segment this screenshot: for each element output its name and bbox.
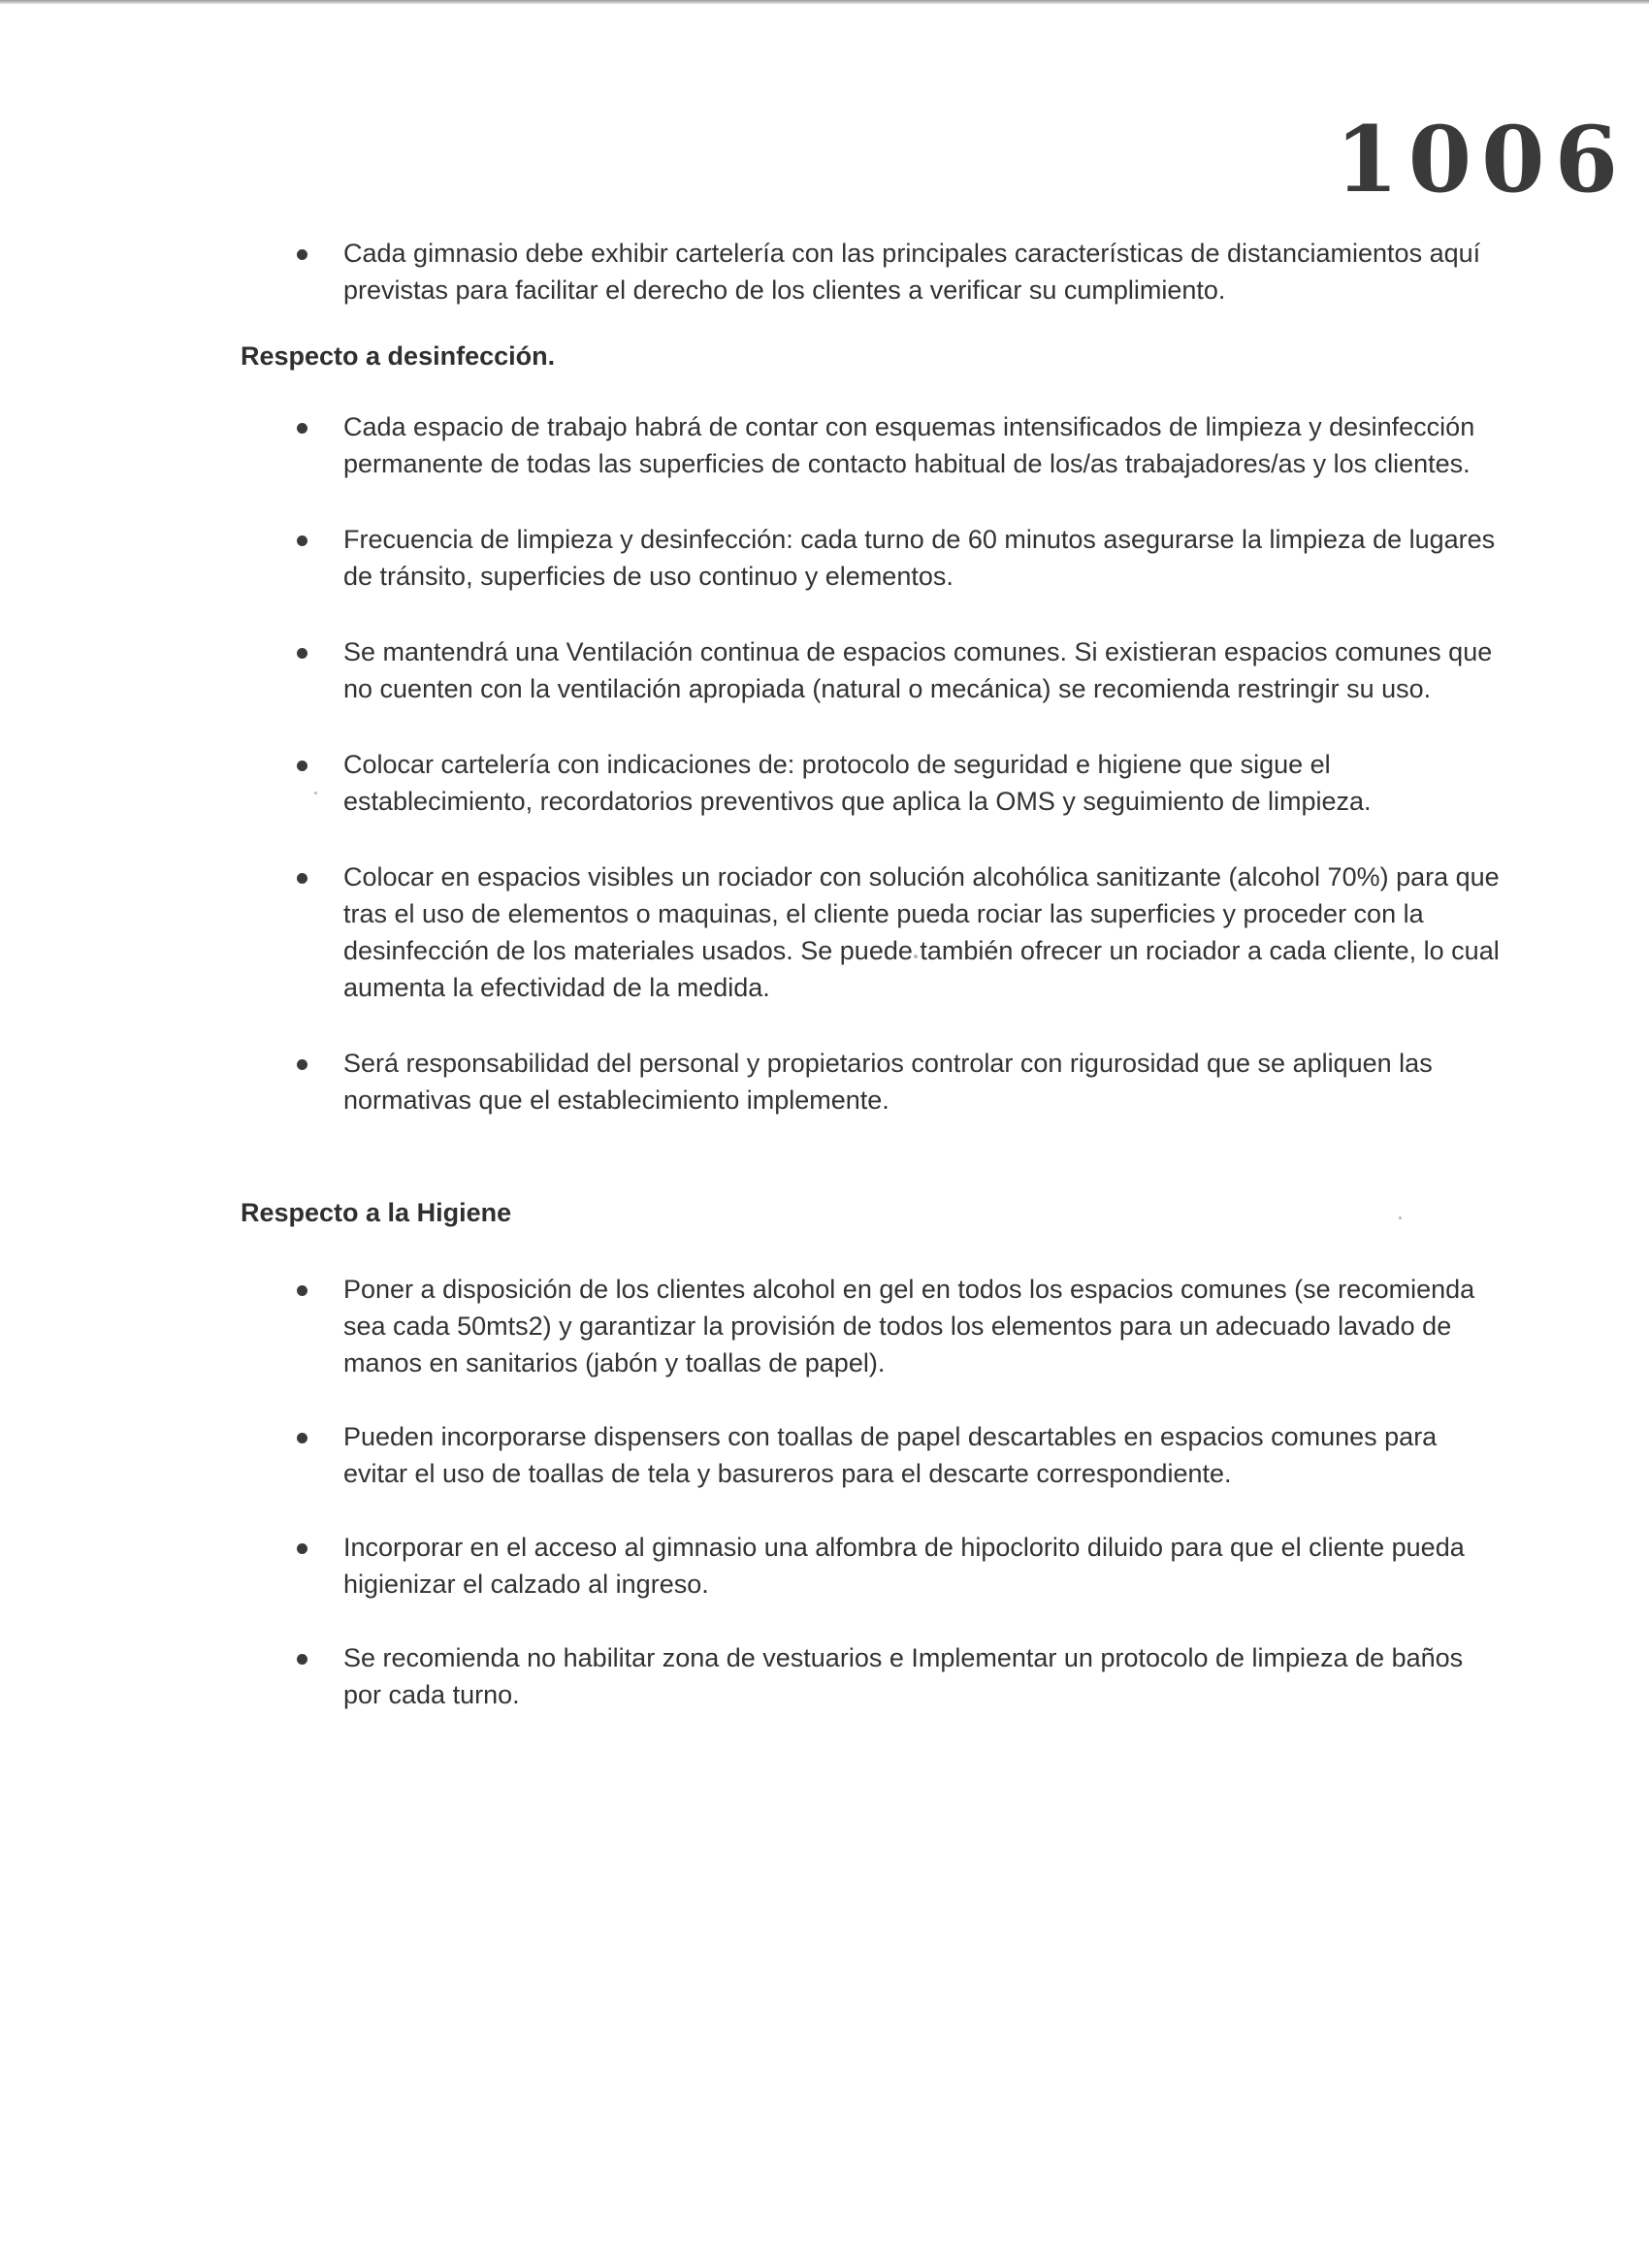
bullet-item — [241, 746, 1502, 820]
section-heading-desinfeccion: Respecto a desinfección. — [241, 341, 556, 371]
bullet-item — [241, 235, 1502, 308]
bullet-item — [241, 1271, 1502, 1381]
bullet-icon — [297, 423, 307, 434]
intro-bullet-list — [241, 235, 1502, 308]
bullet-text: Incorporar en el acceso al gimnasio una alfombra de hipoclorito diluido para que el cliente pueda higienizar el calzado al ingreso. — [343, 1533, 1465, 1599]
bullet-text: Cada espacio de trabajo habrá de contar con esquemas intensificados de limpieza y desinfección permanente de todas las superficies de contacto habitual de los/as trabajadores/as y los clientes. — [343, 412, 1475, 478]
bullet-text: Se recomienda no habilitar zona de vestuarios e Implementar un protocolo de limpieza de baños por cada turno. — [343, 1643, 1464, 1709]
bullet-item — [241, 521, 1502, 595]
scan-top-edge — [0, 0, 1649, 4]
bullet-icon — [297, 535, 307, 546]
page-number-stamp: 1006 — [1335, 107, 1628, 213]
bullet-item — [241, 1418, 1502, 1492]
bullet-text: Se mantendrá una Ventilación continua de espacios comunes. Si existieran espacios comunes que no cuenten con la ventilación apropiada (natural o mecánica) se recomienda restringir su uso. — [343, 637, 1493, 703]
bullet-item — [241, 1639, 1502, 1713]
bullet-text: Poner a disposición de los clientes alcohol en gel en todos los espacios comunes (se recomienda sea cada 50mts2) y garantizar la provisión de todos los elementos para un adecuado lavado de manos en sanitarios (jabón y toallas de papel). — [343, 1275, 1475, 1377]
bullet-text: Será responsabilidad del personal y propietarios controlar con rigurosidad que se apliquen las normativas que el establecimiento implemente. — [343, 1049, 1433, 1115]
bullet-icon — [297, 648, 307, 659]
higiene-bullet-list — [241, 1271, 1502, 1713]
bullet-text: Colocar cartelería con indicaciones de: protocolo de seguridad e higiene que sigue el establecimiento, recordatorios preventivos que aplica la OMS y seguimiento de limpieza. — [343, 750, 1372, 816]
bullet-icon — [297, 1059, 307, 1070]
bullet-icon — [297, 1654, 307, 1665]
bullet-icon — [297, 873, 307, 884]
bullet-icon — [297, 1433, 307, 1443]
bullet-item — [241, 408, 1502, 482]
bullet-item — [241, 859, 1502, 1006]
bullet-icon — [297, 249, 307, 260]
bullet-text: Frecuencia de limpieza y desinfección: cada turno de 60 minutos asegurarse la limpieza de lugares de tránsito, superficies de uso continuo y elementos. — [343, 525, 1496, 591]
bullet-text: Pueden incorporarse dispensers con toallas de papel descartables en espacios comunes para evitar el uso de toallas de tela y basureros para el descarte correspondiente. — [343, 1422, 1438, 1488]
bullet-icon — [297, 1543, 307, 1554]
document-body — [241, 235, 1502, 1750]
section-heading-higiene: Respecto a la Higiene — [241, 1198, 512, 1227]
bullet-item — [241, 1529, 1502, 1603]
bullet-icon — [297, 761, 307, 771]
bullet-text: Cada gimnasio debe exhibir cartelería con las principales características de distanciamientos aquí previstas para facilitar el derecho de los clientes a verificar su cumplimiento. — [343, 239, 1481, 305]
bullet-item — [241, 633, 1502, 707]
bullet-icon — [297, 1285, 307, 1296]
bullet-text: Colocar en espacios visibles un rociador con solución alcohólica sanitizante (alcohol 70%) para que tras el uso de elementos o maquinas, el cliente pueda rociar las superficies y proceder con la desinfección de los materiales usados. Se puede también ofrecer un rociador a cada cliente, lo cual aumenta la efectividad de la medida. — [343, 862, 1500, 1002]
bullet-item — [241, 1045, 1502, 1118]
desinfeccion-bullet-list — [241, 408, 1502, 1118]
